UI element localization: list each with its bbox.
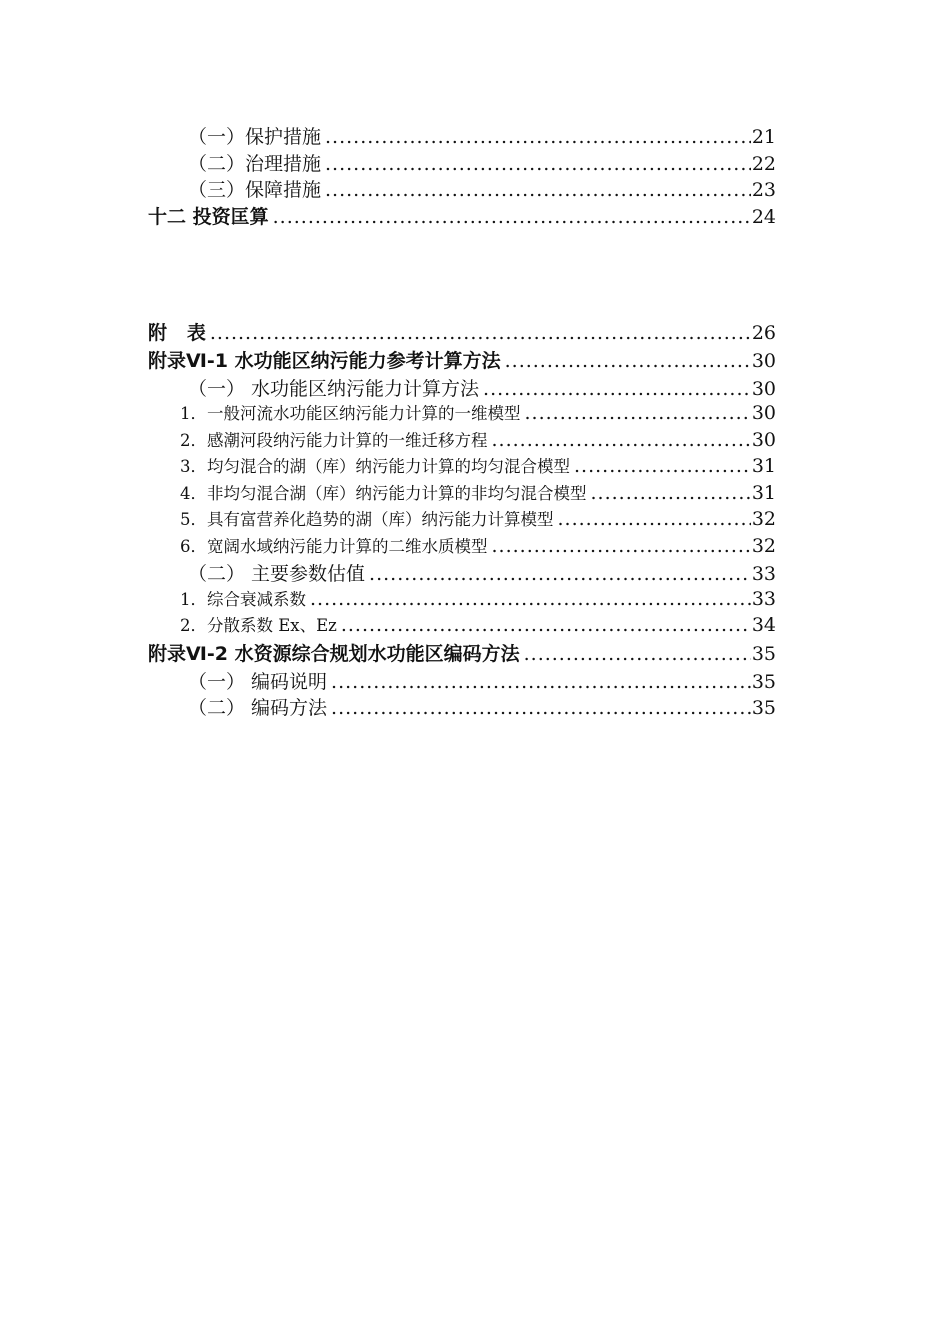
toc-entry[interactable] <box>148 586 776 613</box>
toc-entry-page: 22 <box>751 152 776 175</box>
toc-entry[interactable] <box>148 122 776 149</box>
toc-dot-leader <box>558 508 751 530</box>
toc-entry-page: 26 <box>751 321 776 344</box>
toc-entry[interactable] <box>148 533 776 560</box>
toc-entry-title: 1．综合衰减系数 <box>180 589 306 609</box>
toc-entry[interactable] <box>148 149 776 176</box>
toc-entry[interactable] <box>148 639 776 667</box>
toc-entry-title: （一）保护措施 <box>188 126 322 148</box>
toc-dot-leader <box>325 153 751 175</box>
toc-entry-page: 32 <box>751 508 776 530</box>
toc-entry-page: 31 <box>751 481 776 504</box>
toc-entry-page: 24 <box>751 205 776 228</box>
toc-dot-leader <box>524 643 751 665</box>
toc-entry-page: 35 <box>751 670 776 693</box>
toc-entry-title: （一） 编码说明 <box>188 670 328 693</box>
toc-entry-title: 2．感潮河段纳污能力计算的一维迁移方程 <box>180 430 488 450</box>
toc-entry-title: 附 表 <box>148 321 206 344</box>
section-gap <box>148 230 776 318</box>
toc-dot-leader <box>574 455 751 477</box>
toc-entry[interactable] <box>148 175 776 202</box>
toc-entry-title: 4．非均匀混合湖（库）纳污能力计算的非均匀混合模型 <box>180 483 587 503</box>
toc-dot-leader <box>483 378 751 400</box>
toc-entry[interactable] <box>148 480 776 507</box>
table-of-contents <box>148 122 776 720</box>
toc-entry-title: 2．分散系数 Ex、Ez <box>180 616 337 635</box>
toc-dot-leader <box>492 535 751 557</box>
toc-dot-leader <box>331 697 751 719</box>
toc-entry[interactable] <box>148 427 776 454</box>
toc-entry-page: 23 <box>751 179 776 201</box>
toc-entry-page: 30 <box>751 349 776 372</box>
toc-entry[interactable] <box>148 318 776 346</box>
toc-entry-page: 35 <box>751 642 776 665</box>
toc-entry-page: 30 <box>751 402 776 424</box>
toc-entry-page: 35 <box>751 697 776 719</box>
toc-dot-leader <box>273 206 751 228</box>
toc-entry-page: 30 <box>751 428 776 451</box>
toc-entry[interactable] <box>148 346 776 374</box>
toc-entry-title: 6．宽阔水域纳污能力计算的二维水质模型 <box>180 536 488 556</box>
toc-entry-title: 附录Ⅵ-2 水资源综合规划水功能区编码方法 <box>148 642 520 665</box>
toc-entry[interactable] <box>148 453 776 480</box>
toc-entry-title: 5．具有富营养化趋势的湖（库）纳污能力计算模型 <box>180 510 554 529</box>
toc-entry-page: 33 <box>751 563 776 585</box>
toc-entry-page: 33 <box>751 587 776 610</box>
toc-dot-leader <box>492 429 751 451</box>
toc-dot-leader <box>341 614 751 636</box>
toc-dot-leader <box>210 322 751 344</box>
toc-entry[interactable] <box>148 374 776 401</box>
toc-entry[interactable] <box>148 612 776 639</box>
toc-entry[interactable] <box>148 559 776 586</box>
toc-entry-page: 30 <box>751 377 776 400</box>
toc-entry-title: 附录Ⅵ-1 水功能区纳污能力参考计算方法 <box>148 349 501 372</box>
toc-entry-page: 21 <box>751 126 776 148</box>
toc-entry[interactable] <box>148 400 776 427</box>
toc-dot-leader <box>505 350 751 372</box>
toc-entry-title: 十二 投资匡算 <box>148 205 269 228</box>
toc-dot-leader <box>331 671 751 693</box>
toc-entry-title: （一） 水功能区纳污能力计算方法 <box>188 377 480 400</box>
toc-entry-title: （二） 主要参数估值 <box>188 563 366 585</box>
toc-dot-leader <box>525 402 751 424</box>
toc-dot-leader <box>369 563 751 585</box>
toc-entry-title: （二） 编码方法 <box>188 697 328 719</box>
toc-dot-leader <box>325 179 751 201</box>
toc-dot-leader <box>591 482 751 504</box>
toc-entry-page: 31 <box>751 455 776 477</box>
toc-entry-title: （二）治理措施 <box>188 152 322 175</box>
toc-entry-title: 1．一般河流水功能区纳污能力计算的一维模型 <box>180 404 521 423</box>
toc-entry[interactable] <box>148 202 776 230</box>
toc-entry-title: 3．均匀混合的湖（库）纳污能力计算的均匀混合模型 <box>180 457 570 476</box>
toc-entry-page: 32 <box>751 534 776 557</box>
toc-entry[interactable] <box>148 506 776 533</box>
toc-dot-leader <box>325 126 751 148</box>
toc-entry[interactable] <box>148 693 776 720</box>
toc-entry-page: 34 <box>751 614 776 636</box>
toc-dot-leader <box>310 588 751 610</box>
toc-entry-title: （三）保障措施 <box>188 179 322 201</box>
toc-entry[interactable] <box>148 667 776 694</box>
